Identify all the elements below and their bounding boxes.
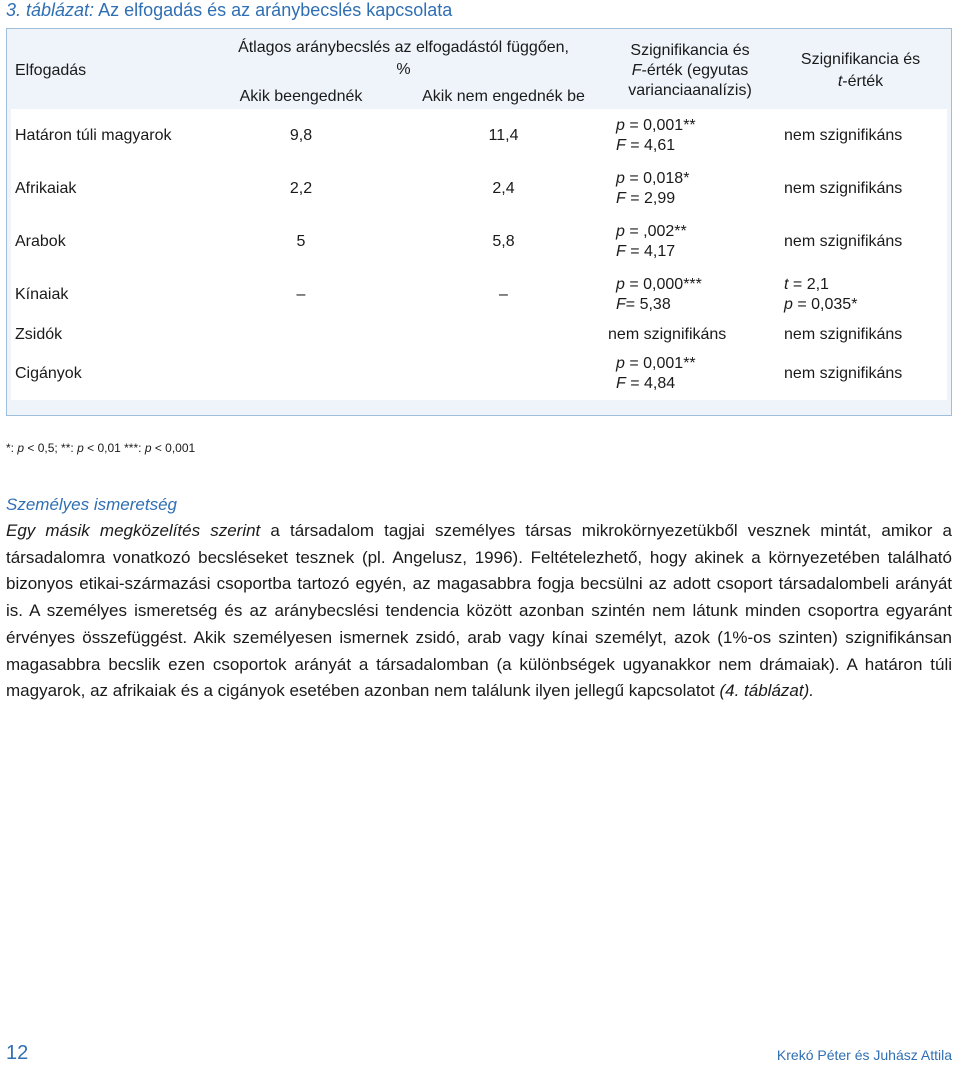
header-sig-f-line2: -érték (egyutas — [641, 62, 749, 79]
p-letter: p — [784, 295, 793, 313]
f-letter: F — [616, 242, 626, 260]
paragraph-text: a társadalom tagjai személyes társas mikrokörnyezetükből vesznek mintát, amikor a társadalomra vonatkozó becsléseket tesznek (pl. Angelusz, 1996). Feltételezhető, hogy akinek a környezetében található bizonyos etikai-származási csoportba tartozó egyén, az magasabbra fogja becsülni az adott csoport társadalombeli arányát is. A személyes ismeretség és az aránybecslési tendencia között azonban szintén nem látunk minden csoportra egyaránt érvényes összefüggést. Akik személyesen ismernek zsidó, arab vagy kínai személyt, azok (1%-os szinten) szignifikánsan magasabbra becslik ezen csoportok arányát a társadalomban (a különbségek ugyanakkor nem drámaiak). A határon túli magyarok, az afrikaiak és a cigányok esetében azonban nem találunk ilyen jellegű kapcsolatot — [6, 521, 952, 701]
row-unknown — [401, 321, 606, 348]
footnote-part-a: *: — [6, 441, 18, 455]
page-number: 12 — [6, 1042, 29, 1064]
row-p-value: = 0,001** — [624, 355, 696, 372]
header-average-estimate — [201, 33, 606, 85]
p-letter: p — [17, 441, 25, 455]
row-f-stat — [606, 215, 774, 268]
row-t-sig: nem szignifikáns — [784, 179, 903, 197]
p-letter: p — [616, 116, 625, 134]
row-known: 9,8 — [289, 126, 313, 144]
row-group: Cigányok — [15, 365, 82, 382]
f-letter: F — [616, 295, 626, 313]
row-unknown — [401, 348, 606, 400]
f-letter: F — [616, 189, 626, 207]
header-average-line1: Átlagos aránybecslés az elfogadástól függően, — [238, 39, 569, 56]
row-t-sig: nem szignifikáns — [784, 232, 903, 250]
row-f-value: = 4,17 — [625, 242, 676, 260]
caption-number: 3. táblázat: — [6, 0, 95, 20]
f-letter: F — [616, 136, 626, 154]
p-letter: p — [616, 275, 625, 293]
row-t-sig: nem szignifikáns — [784, 325, 903, 343]
row-f-stat — [606, 348, 774, 400]
header-sig-f-line1: Szignifikancia és — [630, 42, 750, 59]
row-group: Afrikaiak — [15, 179, 77, 197]
footnote-part-b: < 0,5; **: — [24, 441, 78, 455]
f-letter: F — [616, 375, 626, 392]
row-f-value: = 5,38 — [625, 295, 671, 313]
row-p-value: = ,002** — [624, 222, 687, 240]
p-letter: p — [616, 222, 625, 240]
p-letter: p — [77, 441, 84, 455]
paragraph-reference: (4. táblázat). — [719, 681, 814, 701]
footnote-part-d: < 0,001 — [151, 441, 196, 455]
row-f-sig: nem szignifikáns — [608, 325, 727, 343]
row-p-value: = 0,018* — [624, 169, 690, 187]
header-average-line2: % — [396, 61, 411, 78]
row-group: Kínaiak — [15, 285, 69, 303]
row-t-value: = 2,1 — [788, 275, 829, 293]
header-sig-t-line2: -érték — [842, 73, 884, 90]
table-header-row-1 — [11, 33, 947, 85]
row-f-value: = 4,61 — [625, 136, 676, 154]
row-p-value: = 0,000*** — [624, 275, 702, 293]
row-t-sig: nem szignifikáns — [784, 126, 903, 144]
row-f-stat — [606, 109, 774, 162]
p-letter: p — [616, 355, 625, 372]
p-letter: p — [144, 441, 152, 455]
table-row — [11, 109, 947, 162]
row-t-stat — [774, 268, 947, 321]
header-sig-t-letter: t — [837, 73, 843, 90]
row-unknown: 11,4 — [488, 126, 519, 144]
row-group: Zsidók — [15, 325, 63, 343]
row-known — [201, 348, 401, 400]
table-footnote — [6, 441, 195, 455]
row-unknown: 2,4 — [492, 179, 515, 197]
row-t-p-value: = 0,035* — [792, 295, 858, 313]
header-sig-f-letter: F — [631, 62, 642, 79]
table-frame — [6, 28, 952, 416]
row-p-value: = 0,001** — [624, 116, 696, 134]
row-f-value: = 2,99 — [625, 189, 676, 207]
header-elfogadas: Elfogadás — [11, 33, 201, 109]
header-sig-f-line3: varianciaanalízis) — [628, 82, 752, 99]
row-f-stat — [606, 268, 774, 321]
row-known: 5 — [296, 232, 306, 250]
table-row — [11, 215, 947, 268]
section-heading: Személyes ismeretség — [6, 495, 178, 514]
footnote-part-c: < 0,01 ***: — [83, 441, 145, 455]
header-sig-t-line1: Szignifikancia és — [800, 51, 921, 68]
table-row — [11, 162, 947, 215]
row-known: 2,2 — [289, 179, 313, 197]
row-group: Határon túli magyarok — [15, 126, 172, 144]
row-f-stat — [606, 162, 774, 215]
header-known: Akik beengednék — [201, 85, 401, 109]
header-unknown: Akik nem engednék be — [401, 85, 606, 109]
header-sig-t — [774, 33, 947, 109]
t-letter: t — [784, 275, 789, 293]
running-footer-authors: Krekó Péter és Juhász Attila — [776, 1047, 952, 1063]
row-t-sig: nem szignifikáns — [784, 365, 903, 382]
table-row — [11, 321, 947, 348]
header-sig-f — [606, 33, 774, 109]
p-letter: p — [616, 169, 625, 187]
row-known — [201, 321, 401, 348]
caption-title: Az elfogadás és az aránybecslés kapcsolata — [98, 0, 453, 20]
paragraph-lead: Egy másik megközelítés szerint — [6, 521, 261, 540]
row-group: Arabok — [15, 232, 66, 250]
body-paragraph — [6, 518, 952, 705]
row-unknown: 5,8 — [492, 232, 515, 250]
acceptance-table — [11, 33, 947, 400]
row-f-value: = 4,84 — [625, 375, 676, 392]
row-unknown: – — [499, 285, 508, 303]
row-known: – — [296, 285, 306, 303]
table-row — [11, 268, 947, 321]
table-row — [11, 348, 947, 400]
table-caption — [6, 0, 452, 21]
